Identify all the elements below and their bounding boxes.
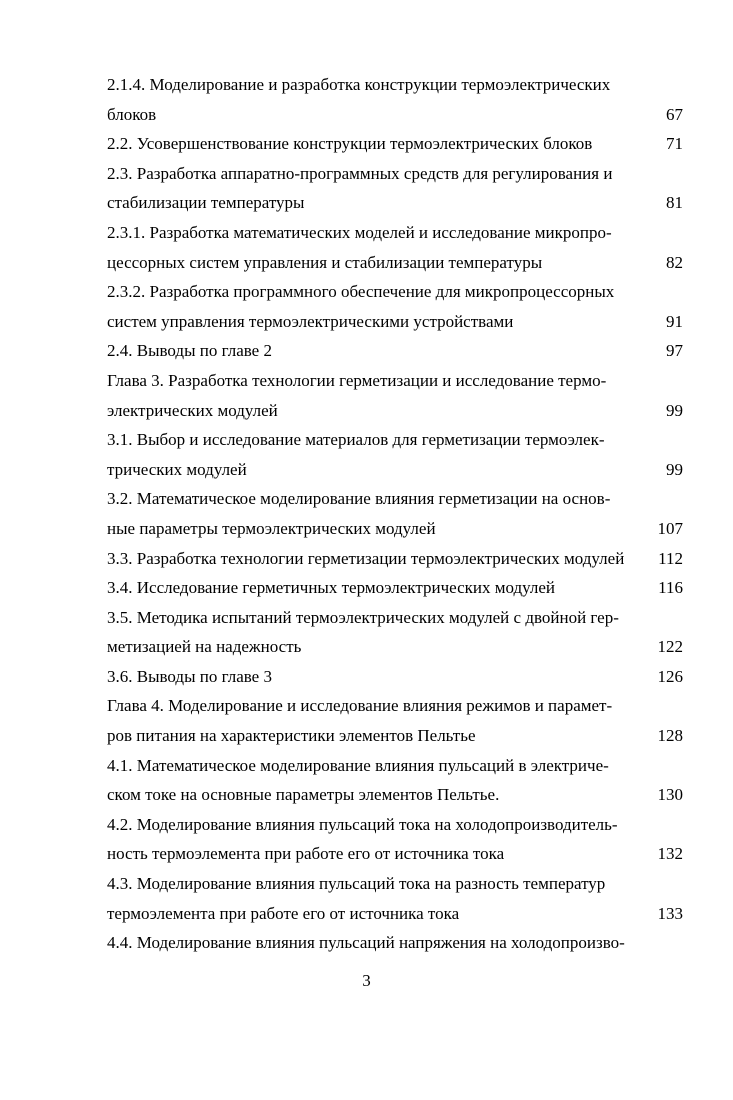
toc-entry-line (107, 484, 683, 514)
toc-entry-line (107, 455, 683, 485)
toc-entry-text: 4.1. Математическое моделирование влияния пульсаций в электриче- (107, 755, 609, 775)
toc-entry-text: 3.2. Математическое моделирование влияния герметизации на основ- (107, 489, 611, 509)
toc-entry-line (107, 544, 683, 574)
toc-entry-page: 112 (658, 548, 683, 568)
toc-entry-line (107, 780, 683, 810)
toc-entry-page: 122 (657, 637, 683, 657)
toc-entry-text: термоэлемента при работе его от источника тока (107, 903, 460, 923)
toc-entry-line (107, 810, 683, 840)
toc-entry-text: стабилизации температуры (107, 193, 305, 213)
toc-entry-text: 4.4. Моделирование влияния пульсаций напряжения на холодопроизво- (107, 933, 625, 953)
toc-entry-line (107, 159, 683, 189)
toc-entry-line (107, 573, 683, 603)
toc-entry-text: 3.5. Методика испытаний термоэлектрических модулей с двойной гер- (107, 607, 619, 627)
toc-entry-text: ров питания на характеристики элементов Пельтье (107, 726, 476, 746)
toc-entry-line (107, 307, 683, 337)
toc-entry-text: 3.3. Разработка технологии герметизации термоэлектрических модулей (107, 548, 625, 568)
toc-entry-line (107, 188, 683, 218)
toc-entry-page: 99 (666, 459, 683, 479)
toc-entry-line (107, 70, 683, 100)
toc-entry-line (107, 691, 683, 721)
toc-entry-text: блоков (107, 104, 157, 124)
toc-entry-line (107, 899, 683, 929)
toc-entry-text: цессорных систем управления и стабилизации температуры (107, 252, 543, 272)
page-number: 3 (362, 971, 371, 990)
toc-entry-line (107, 277, 683, 307)
toc-entry-text: 2.4. Выводы по главе 2 (107, 341, 272, 361)
toc-entry-line (107, 839, 683, 869)
table-of-contents (107, 70, 683, 958)
toc-entry-text: метизацией на надежность (107, 637, 302, 657)
toc-entry-text: 2.3.1. Разработка математических моделей и исследование микропро- (107, 222, 612, 242)
toc-entry-line (107, 632, 683, 662)
toc-entry-line (107, 336, 683, 366)
toc-entry-text: 4.2. Моделирование влияния пульсаций тока на холодопроизводитель- (107, 814, 618, 834)
toc-entry-text: 2.2. Усовершенствование конструкции термоэлектрических блоков (107, 134, 593, 154)
toc-entry-line (107, 396, 683, 426)
toc-entry-line (107, 100, 683, 130)
toc-entry-line (107, 129, 683, 159)
toc-entry-text: 2.3.2. Разработка программного обеспечение для микропроцессорных (107, 282, 615, 302)
toc-entry-line (107, 928, 683, 958)
toc-entry-page: 82 (666, 252, 683, 272)
toc-entry-page: 133 (657, 903, 683, 923)
toc-entry-text: 3.1. Выбор и исследование материалов для герметизации термоэлек- (107, 430, 605, 450)
toc-entry-page: 91 (666, 311, 683, 331)
toc-entry-page: 71 (666, 134, 683, 154)
toc-entry-text: трических модулей (107, 459, 247, 479)
toc-entry-line (107, 869, 683, 899)
toc-entry-text: систем управления термоэлектрическими устройствами (107, 311, 514, 331)
toc-entry-line (107, 366, 683, 396)
toc-entry-text: Глава 4. Моделирование и исследование влияния режимов и парамет- (107, 696, 613, 716)
toc-entry-text: ность термоэлемента при работе его от источника тока (107, 844, 505, 864)
toc-entry-line (107, 662, 683, 692)
toc-entry-text: Глава 3. Разработка технологии герметизации и исследование термо- (107, 370, 607, 390)
toc-entry-page: 99 (666, 400, 683, 420)
toc-entry-page: 97 (666, 341, 683, 361)
toc-entry-page: 107 (657, 518, 683, 538)
toc-entry-text: 2.1.4. Моделирование и разработка конструкции термоэлектрических (107, 75, 611, 94)
toc-entry-line (107, 425, 683, 455)
toc-entry-page: 126 (657, 666, 683, 686)
toc-entry-page: 128 (657, 726, 683, 746)
toc-entry-page: 116 (658, 578, 683, 598)
toc-entry-text: 3.4. Исследование герметичных термоэлектрических модулей (107, 578, 556, 598)
toc-entry-line (107, 218, 683, 248)
toc-entry-line (107, 721, 683, 751)
toc-entry-line (107, 248, 683, 278)
toc-entry-page: 130 (657, 785, 683, 805)
toc-entry-page: 132 (657, 844, 683, 864)
toc-entry-line (107, 603, 683, 633)
toc-entry-text: электрических модулей (107, 400, 278, 420)
toc-entry-page: 67 (666, 104, 683, 124)
toc-entry-text: 2.3. Разработка аппаратно-программных средств для регулирования и (107, 163, 613, 183)
toc-entry-line (107, 514, 683, 544)
toc-entry-text: ском токе на основные параметры элементов Пельтье. (107, 785, 500, 805)
toc-entry-text: ные параметры термоэлектрических модулей (107, 518, 436, 538)
toc-entry-text: 4.3. Моделирование влияния пульсаций тока на разность температур (107, 874, 606, 894)
toc-entry-page: 81 (666, 193, 683, 213)
toc-entry-line (107, 751, 683, 781)
toc-entry-text: 3.6. Выводы по главе 3 (107, 666, 272, 686)
